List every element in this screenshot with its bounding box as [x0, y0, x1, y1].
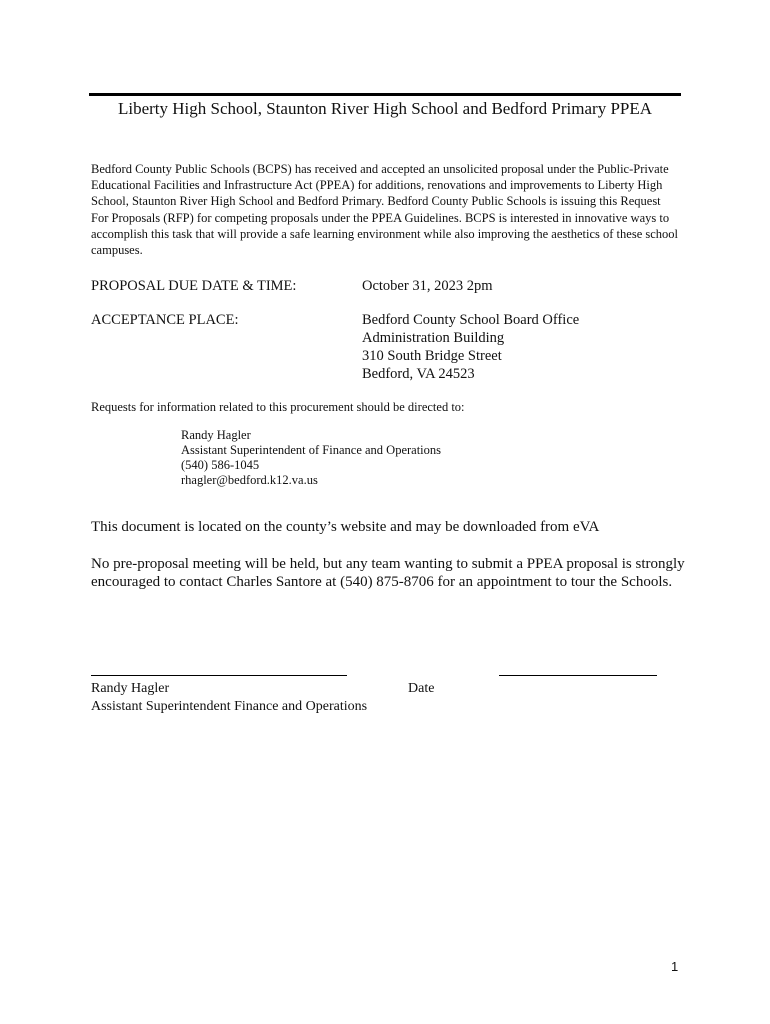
meeting-note: No pre-proposal meeting will be held, but any team wanting to submit a PPEA proposal is strongly encouraged to contact Charles Santore at (540) 875-8706 for an appointment to tour the Schools. [91, 556, 685, 590]
acceptance-place-address [362, 311, 579, 383]
signature-line [91, 675, 347, 676]
contact-block [181, 428, 441, 488]
top-rule [89, 93, 681, 96]
intro-paragraph: Bedford County Public Schools (BCPS) has received and accepted an unsolicited proposal under the Public-Private Educational Facilities and Infrastructure Act (PPEA) for additions, renovations and improvements to Liberty High School, Staunton River High School and Bedford Primary. Bedford County Public Schools is issuing this Request For Proposals (RFP) for competing proposals under the PPEA Guidelines. BCPS is interested in innovative ways to accomplish this task that will provide a safe learning environment while also improving the aesthetics of these school campuses. [91, 162, 679, 258]
signature-title: Assistant Superintendent Finance and Operations [91, 699, 368, 714]
signature-name: Randy Hagler [91, 681, 170, 696]
address-line: Administration Building [362, 330, 505, 346]
acceptance-place-label: ACCEPTANCE PLACE: [91, 312, 239, 328]
date-line [499, 675, 657, 676]
address-line: Bedford, VA 24523 [362, 366, 475, 382]
signature-date-label: Date [408, 681, 435, 696]
contact-name: Randy Hagler [181, 428, 251, 442]
website-note: This document is located on the county’s website and may be downloaded from eVA [91, 519, 600, 535]
due-date-label: PROPOSAL DUE DATE & TIME: [91, 278, 297, 294]
requests-text: Requests for information related to this procurement should be directed to: [91, 400, 465, 414]
contact-email: rhagler@bedford.k12.va.us [181, 473, 318, 487]
address-line: Bedford County School Board Office [362, 312, 580, 328]
due-date-value: October 31, 2023 2pm [362, 278, 493, 294]
document-title: Liberty High School, Staunton River High School and Bedford Primary PPEA [117, 99, 653, 118]
page-number: 1 [671, 959, 679, 974]
contact-phone: (540) 586-1045 [181, 458, 260, 472]
contact-title: Assistant Superintendent of Finance and Operations [181, 443, 442, 457]
address-line: 310 South Bridge Street [362, 348, 502, 364]
